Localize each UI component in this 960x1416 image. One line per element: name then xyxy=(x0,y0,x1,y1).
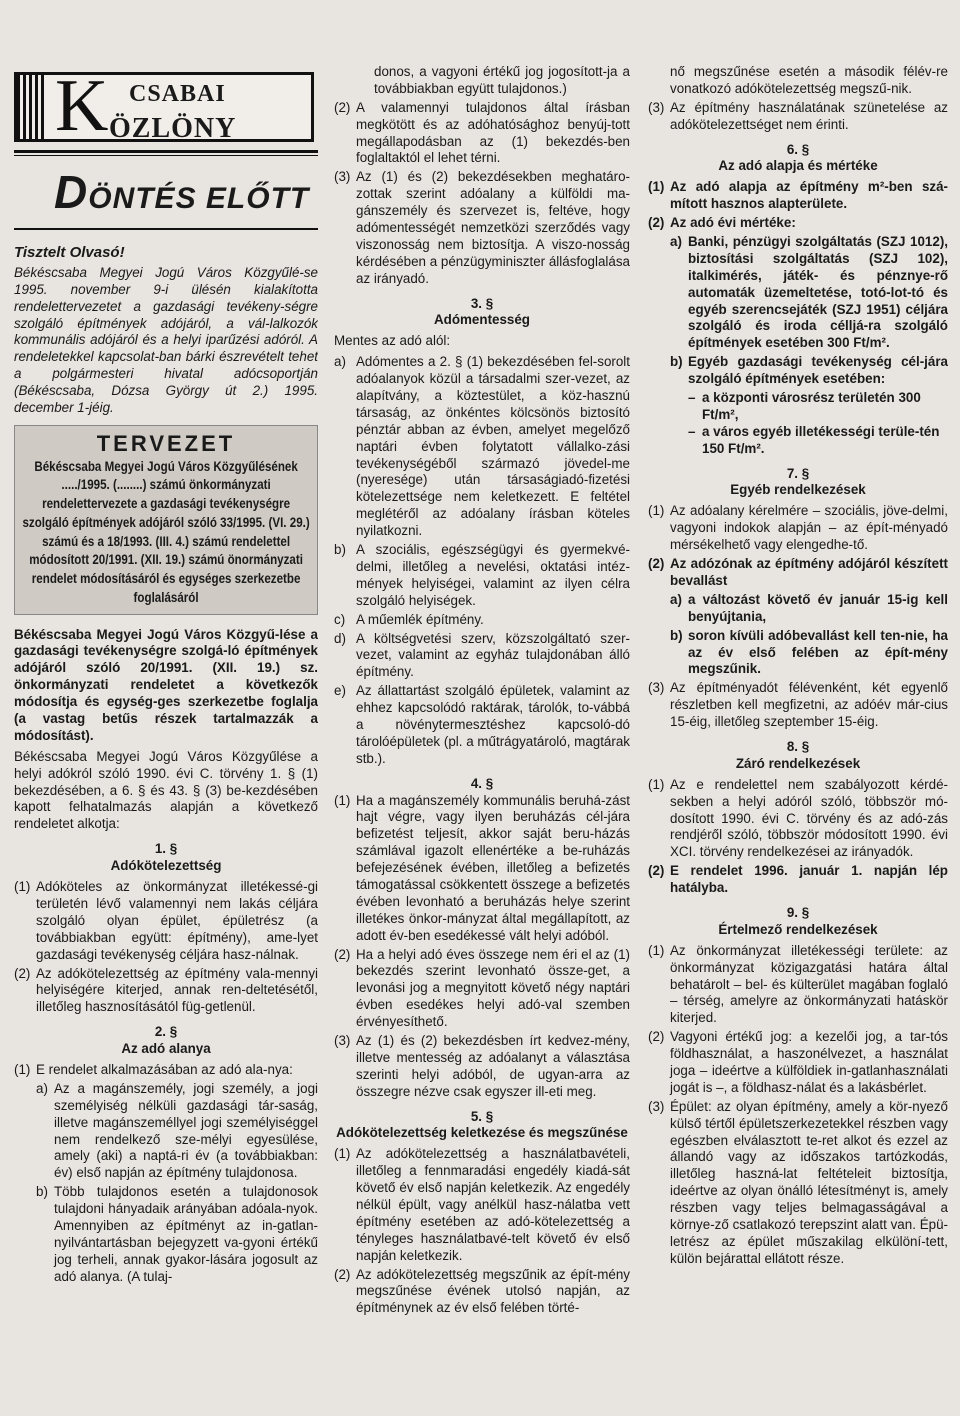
divider xyxy=(14,228,318,230)
item-label: (1) xyxy=(648,503,665,519)
draft-body: Békéscsaba Megyei Jogú Város Közgyűlésének ...../1995. (........) számú önkormányzati rendelettervezete a gazdasági tevékenységre szolgáló építmények adójáról szóló 33/1995. (VI. 29.) számú és a 18/1993. (III. 4.) számú rendelettel módosított 20/1991. (XII. 19.) számú önormányzati rendelet módosításáról és egységes szerkezetbe foglalásáról xyxy=(22,458,310,605)
paragraph-item xyxy=(334,169,630,287)
masthead-stripe xyxy=(17,75,45,139)
item-text: A költségvetési szerv, közszolgáltató szer-vezet, valamint az egyház tulajdonában álló építmény. xyxy=(356,630,630,680)
item-text: Az állattartást szolgáló épületek, valamint az ehhez kapcsolódó raktárak, tárolók, to-vábbá a növénytermesztéshez kapcsoló-dó tárolóépületek (pl. a műtrágyatároló, magtárak stb.). xyxy=(356,683,630,766)
item-text: Ha a helyi adó éves összege nem éri el az (1) bekezdés szerint levonható össze-get, a levonási jog a megnyitott követő négy naptári évben esedékes helyi adó-val szemben érvényesíthető. xyxy=(356,946,630,1030)
column-3 xyxy=(648,0,948,1416)
continued-text: donos, a vagyoni értékű jog jogosított-ja a továbbiakban együtt tulajdonos.) xyxy=(374,64,630,96)
paragraph-item xyxy=(14,879,318,963)
paragraph-item xyxy=(334,947,630,1031)
item-label: e) xyxy=(334,683,346,699)
paragraph-item xyxy=(648,863,948,897)
item-label: (2) xyxy=(648,863,665,879)
item-text: Az építményadót félévenként, két egyenlő részletben kell megfizetni, az adóév már-cius 15-éig, illetőleg szeptember 15-éig. xyxy=(670,680,948,730)
item-label: (1) xyxy=(334,1146,351,1162)
sub-item xyxy=(36,1184,318,1285)
section-number: 6. § xyxy=(786,141,810,157)
paragraph-item xyxy=(648,777,948,861)
section-title: Adómentesség xyxy=(434,312,530,328)
sub-text: soron kívüli adóbevallást kell ten-nie, ha az év első felében az épít-mény megszűnik. xyxy=(688,627,948,677)
continued-text: nő megszűnése esetén a második félév-re vonatkozó adókötelezettség megszű-nik. xyxy=(670,64,948,96)
paragraph-item xyxy=(334,100,630,168)
sub-label: a) xyxy=(36,1080,48,1096)
paragraph-item xyxy=(648,556,948,590)
sub-text: Több tulajdonos esetén a tulajdonosok tulajdoni hányadaik arányában adóala-nyok. Amennyiben az építményt az in-gatlan-nyilvántartásban bejegyzett va-gyoni értékű jog terheli, annak gyakor-lására jogosult az adó alanya. (A tulaj- xyxy=(54,1184,318,1284)
paragraph-item xyxy=(14,966,318,1017)
item-label: (3) xyxy=(648,680,665,696)
item-text: Adómentes a 2. § (1) bekezdésében fel-sorolt adóalanyok közül a társadalmi szer-vezet, az alapítvány, a köztestület, a köz-hasznú társaság, az önkéntes kölcsönös biztosító pénztár abban az évben, amelyet megelőző naptári évben folytatott vállalko-zási tevékenységéből származó jövedel-me (nyeresége) után társaságiadó-fizetési kötelezettsége nem keletkezett. E feltétel meglétéről az adóalany írásban köteles nyilatkozni. xyxy=(356,354,630,539)
divider xyxy=(14,150,318,153)
paragraph-item xyxy=(334,1146,630,1264)
draft-box xyxy=(14,425,318,615)
masthead-logo xyxy=(14,65,314,147)
item-label: (1) xyxy=(14,1061,31,1077)
column-2 xyxy=(334,0,630,1416)
item-text: Az építmény használatának szünetelése az adókötelezettséget nem érinti. xyxy=(670,99,948,132)
sub-text: Banki, pénzügyi szolgáltatás (SZJ 1012), biztosítási szolgáltatás (SZJ 102), italkimérés, játék- és pénznye-rő automaták üzemeltetése, totó-lot-tó és egyéb szerencsejáték (SZJ 1951) céljára szolgáló és iroda célljá-ra szolgáló építmények esetében 300 Ft/m². xyxy=(688,234,948,351)
item-text: Az (1) és (2) bekezdésben írt kedvez-mény, illetve mentesség az adóalanyt a választása szerinti helyi adóból, de ugyan-arra az összegre nézve csak egyszer ill-eti meg. xyxy=(356,1032,630,1099)
paragraph-item xyxy=(648,100,948,134)
item-text: Az önkormányzat illetékességi területe: az önkormányzat közigazgatási határa által behatárolt – bel- és külterület magában foglaló – térség, amelyre az önkormányzati hatáskör kiterjed. xyxy=(670,942,948,1026)
masthead-line2: ÖZLÖNY xyxy=(109,113,237,144)
sub-label: a) xyxy=(670,234,682,250)
item-text: A szociális, egészségügyi és gyermekvé-delmi, illetőleg a nevelési, oktatási intéz-mények helyiségei, valamint az ilyen célra szolgáló helyiségek. xyxy=(356,542,630,608)
dash-item xyxy=(688,424,948,458)
section-title: Adókötelezettség xyxy=(110,858,222,874)
item-label: (3) xyxy=(648,99,665,115)
paragraph-item xyxy=(14,1062,318,1079)
item-text: A műemlék építmény. xyxy=(356,611,484,627)
item-text: Ha a magánszemély kommunális beruhá-zást hajt végre, vagy ilyen beruházás cél-jára befizetést teljesít, akkor saját beru-házás számlával igazolt ellenértéke a be-ruházás befejezésének évében, illetőleg a befizetés támogatással csökkentett összege a befizetés évében levonható a beruházás helye szerint illetékes önkor-mányzat által megállapított, az adott év-ben esedékessé vált helyi adóból. xyxy=(356,792,630,943)
heading-initial: D xyxy=(54,166,89,218)
item-label: (2) xyxy=(648,556,665,572)
sub-item xyxy=(670,592,948,626)
paragraph-item xyxy=(334,1033,630,1101)
item-text: Az adózónak az építmény adójáról készített bevallást xyxy=(670,556,948,588)
paragraph-item xyxy=(648,215,948,232)
masthead-big-letter: K xyxy=(55,65,109,147)
section-title: Adókötelezettség keletkezése és megszűnése xyxy=(336,1125,628,1141)
section-title: Az adó alapja és mértéke xyxy=(718,158,878,174)
paragraph-item xyxy=(334,793,630,945)
section-number: 8. § xyxy=(786,738,810,754)
item-label: (2) xyxy=(648,1029,665,1045)
item-text: E rendelet alkalmazásában az adó ala-nya: xyxy=(36,1061,293,1077)
item-label: (2) xyxy=(334,99,351,115)
item-text: Az (1) és (2) bekezdésekben meghatáro-zottak szerint adóalany a külföldi ma-gánszemély és szervezet is, feltéve, hogy adómentességét nemzetközi szerződés vagy viszonosság nem biztosítja. A viszo-nosság kérdésében a pénzügyminiszter állásfoglalása az irányadó. xyxy=(356,169,630,286)
sub-item xyxy=(670,234,948,352)
section-heading xyxy=(54,164,318,222)
sub-item xyxy=(334,612,630,629)
sub-item xyxy=(334,683,630,767)
section-lead: Mentes az adó alól: xyxy=(334,333,451,349)
item-text: E rendelet 1996. január 1. napján lép hatályba. xyxy=(670,863,948,896)
item-text: Az adókötelezettség az építmény vala-mennyi helyiségére kiterjed, annak ren-deltetésétől, illetőleg hasznosításától füg-getlenül. xyxy=(36,965,318,1015)
paragraph-item xyxy=(648,179,948,213)
column-1 xyxy=(14,0,318,1416)
item-text: Adóköteles az önkormányzat illetékessé-gi területén lévő valamennyi nem lakás céljára szolgáló olyan épület, épületrész (a továbbiakban együtt: építmény), ame-lyet gazdasági tevékenység céljára hasz-nálnak. xyxy=(36,879,318,962)
section-number: 3. § xyxy=(470,295,494,311)
item-text: Vagyoni értékű jog: a kezelői jog, a tar-tós földhasználat, a haszonélvezet, a használat joga – ideértve a külföldiek in-gatlanhasználati jogát is –, a földhasz-nálat és a lakásbérlet. xyxy=(670,1029,948,1095)
sub-item xyxy=(670,628,948,679)
item-text: Az adó alapja az építmény m²-ben szá-mított hasznos alapterülete. xyxy=(670,179,948,212)
item-label: b) xyxy=(334,542,346,558)
masthead-line1: CSABAI xyxy=(129,81,226,107)
item-label: (1) xyxy=(14,879,31,895)
item-label: d) xyxy=(334,630,346,646)
item-label: (2) xyxy=(334,946,351,962)
section-number: 9. § xyxy=(786,904,810,920)
item-label: (3) xyxy=(648,1098,665,1114)
sub-text: a változást követő év január 15-ig kell benyújtania, xyxy=(688,591,948,624)
lead-bold: Békéscsaba Megyei Jogú Város Közgyű-lése a gazdasági tevékenységre szolgá-ló építmények adójáról szóló 20/1991. (XII. 19.) sz. önkormányzati rendeletet a következők módosítja és egység-ges szerkezetbe foglalja (a vastag betűs részek tartalmazzák a módosítást). xyxy=(14,626,318,743)
section-number: 2. § xyxy=(154,1024,178,1040)
paragraph-item xyxy=(648,503,948,554)
dash-text: a központi városrész területén 300 Ft/m², xyxy=(702,390,921,422)
sub-label: b) xyxy=(670,354,683,370)
item-text: Az adókötelezettség megszűnik az épít-mény megszűnése évének utolsó napján, az építménynek az év első felében törté- xyxy=(356,1266,630,1316)
section-number: 4. § xyxy=(470,775,494,791)
sub-label: b) xyxy=(36,1184,48,1200)
item-text: Épület: az olyan építmény, amely a kör-nyező külső tértől épületszerkezetekkel részben vagy egészben elválasztott te-ret alkot és ezzel az állandó vagy az időszakos tartózkodás, illetőleg haszná-lat feltételeit biztosítja, ideértve az olyan önálló létesítményt is, amely részben vagy teljes belmagasságával a környe-ző csatlakozó terepszint alatt van. Épü-letrész az épület műszakilag elkülöní-tett, külön bejárattal ellátott része. xyxy=(670,1098,948,1266)
sub-label: b) xyxy=(670,627,683,643)
sub-label: a) xyxy=(670,591,682,607)
greeting: Tisztelt Olvasó! xyxy=(14,243,125,261)
section-title: Értelmező rendelkezések xyxy=(718,921,878,937)
item-label: (3) xyxy=(334,169,351,185)
item-label: (2) xyxy=(334,1266,351,1282)
item-text: A valamennyi tulajdonos által írásban megkötött és az adóhatósághoz benyúj-tott megállapodásban az (1) bekezdés-ben foglaltaktól el lehet térni. xyxy=(356,99,630,166)
section-number: 7. § xyxy=(786,465,810,481)
sub-text: Egyéb gazdasági tevékenység cél-jára szolgáló építmények esetében: xyxy=(688,354,948,387)
paragraph-item xyxy=(648,943,948,1027)
heading-rest: ÖNTÉS ELŐTT xyxy=(88,182,310,215)
item-label: (1) xyxy=(334,792,351,808)
item-text: Az adóalany kérelmére – szociális, jöve-delmi, vagyoni indokok alapján – az épít-ményadó mérsékelhető vagy elengedhe-tő. xyxy=(670,503,948,553)
lead-paragraph: Békéscsaba Megyei Jogú Város Közgyűlése a helyi adókról szóló 1990. évi C. törvény 1. § (1) bekezdésében, a 6. § és 43. § (3) be-kezdésében kapott felhatalmazás alapján a következő rendeletet alkotja: xyxy=(14,748,318,832)
sub-item xyxy=(670,354,948,388)
section-number: 1. § xyxy=(154,841,178,857)
sub-item xyxy=(334,354,630,540)
item-label: (3) xyxy=(334,1032,351,1048)
section-title: Egyéb rendelkezések xyxy=(730,482,866,498)
item-label: (1) xyxy=(648,776,665,792)
item-text: Az adó évi mértéke: xyxy=(670,215,796,231)
item-label: a) xyxy=(334,354,346,370)
dash-text: a város egyéb illetékességi terüle-tén 150 Ft/m². xyxy=(702,423,940,456)
dash-label: – xyxy=(688,423,696,439)
paragraph-item xyxy=(648,1029,948,1097)
dash-item xyxy=(688,390,948,424)
item-label: (1) xyxy=(648,942,665,958)
dash-label: – xyxy=(688,390,696,406)
item-label: (1) xyxy=(648,179,665,195)
section-title: Az adó alanya xyxy=(121,1041,211,1057)
paragraph-item xyxy=(334,1267,630,1318)
sub-item xyxy=(36,1081,318,1182)
item-text: Az e rendelettel nem szabályozott kérdé-sekben a helyi adóról szóló, többször mó-dosított 1990. évi C. törvény és az adó-zás rendjéről szóló, többször módosított 1990. évi XCI. törvény rendelkezései az irányadók. xyxy=(670,776,948,860)
item-label: (2) xyxy=(14,965,31,981)
sub-item xyxy=(334,542,630,610)
sub-text: Az a magánszemély, jogi személy, a jogi személyiség nélküli gazdasági tár-saság, illetve magánszeméllyel jogi személyiséggel nem rendelkező sze-mélyi egyesülése, amely (aki) a naptá-ri év (a továbbiakban: év) első napján az építmény tulajdonosa. xyxy=(54,1080,318,1181)
section-title: Záró rendelkezések xyxy=(735,755,861,771)
item-label: c) xyxy=(334,611,346,627)
section-number: 5. § xyxy=(470,1108,494,1124)
item-text: Az adókötelezettség a használatbavételi, illetőleg a fennmaradási engedély kiadá-sát követő év első napján keletkezik. Az engedély nélkül épült, vagy anélkül hasz-nálatba vett építmény esetében az adó-kötelezettség a tényleges használatbavé-telt követő év első napján keletkezik. xyxy=(356,1146,630,1263)
draft-title: TERVEZET xyxy=(96,430,236,456)
item-label: (2) xyxy=(648,215,665,231)
paragraph-item xyxy=(648,1099,948,1268)
divider xyxy=(14,155,318,156)
intro-paragraph: Békéscsaba Megyei Jogú Város Közgyűlé-se 1995. november 9-i ülésén kialakította rendelettervezetet a gazdasági tevékeny-ségre szolgáló építmények adójáról, a vál-lalkozók kommunális adójáról és a helyi iparűzési adóról. A rendeletekkel kapcsolat-ban bárki észrevételt tehet a polgármesteri hivatal adócsoportján (Békéscsaba, Dózsa György út 2.) 1995. december 1-jéig. xyxy=(14,264,318,415)
paragraph-item xyxy=(648,680,948,731)
sub-item xyxy=(334,631,630,682)
